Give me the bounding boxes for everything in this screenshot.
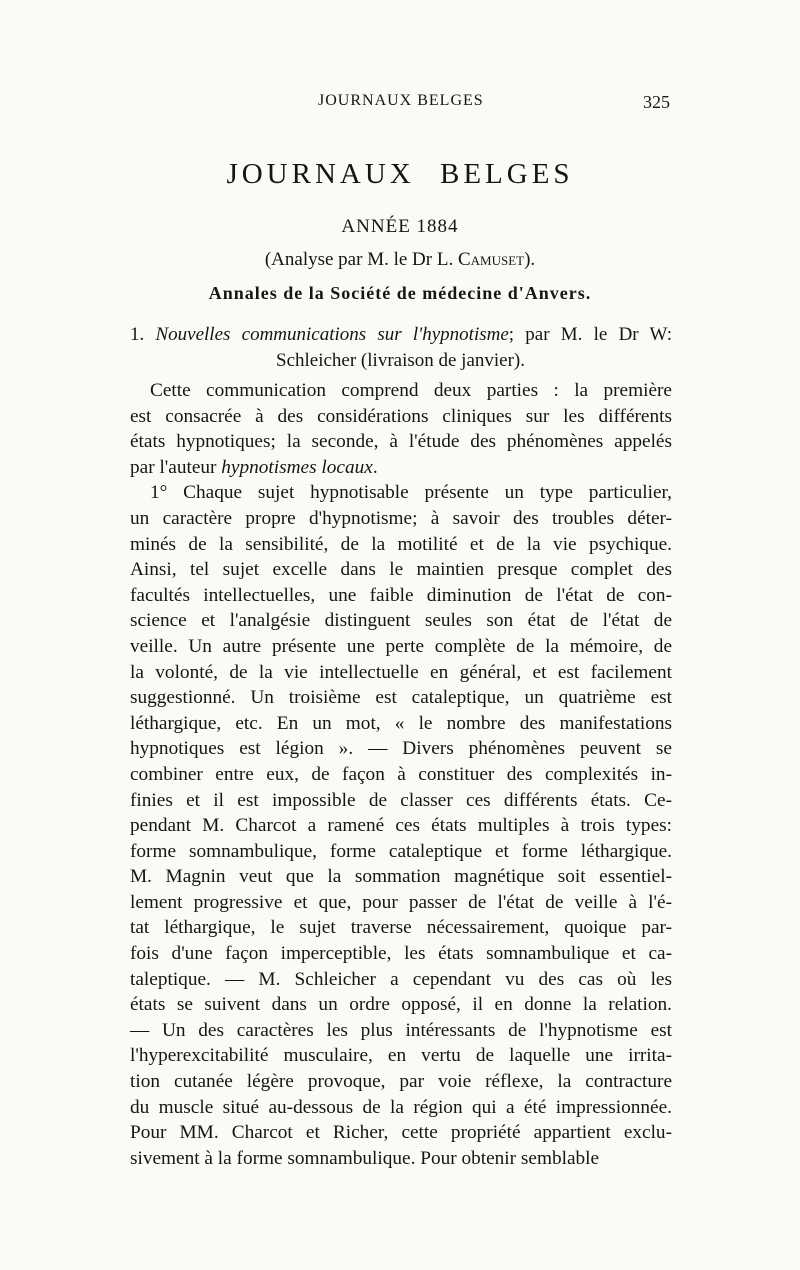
paragraph-2-line: la volonté, de la vie intellectuelle en général, et est facilement bbox=[130, 661, 672, 683]
section-title: JOURNAUX BELGES bbox=[226, 158, 574, 190]
paragraph-2-line: tion cutanée légère provoque, par voie réflexe, la contracture bbox=[130, 1071, 672, 1093]
paragraph-2-line: états se suivent dans un ordre opposé, il en donne la relation. bbox=[130, 994, 672, 1016]
running-head bbox=[130, 92, 670, 118]
paragraph-2-line: fois d'une façon imperceptible, les états somnambulique et ca- bbox=[130, 943, 672, 965]
entry-line-2: Schleicher (livraison de janvier). bbox=[276, 350, 526, 371]
paragraph-2-line: tat léthargique, le sujet traverse nécessairement, quoique par- bbox=[130, 917, 672, 939]
entry-title: Nouvelles communications sur l'hypnotisme bbox=[155, 324, 509, 345]
analysis-author: Camuset bbox=[457, 249, 525, 270]
paragraph-2-line: sivement à la forme somnambulique. Pour obtenir semblable bbox=[130, 1147, 600, 1169]
article-body bbox=[130, 378, 672, 1171]
paragraph-2-line: Ainsi, tel sujet excelle dans le maintien presque complet des bbox=[130, 559, 672, 581]
page-number: 325 bbox=[643, 92, 670, 112]
paragraph-2-line: finies et il est impossible de classer ces différents états. Ce- bbox=[130, 789, 672, 811]
entry-heading bbox=[130, 322, 672, 374]
paragraph-2-line: minés de la sensibilité, de la motilité et de la vie psychique. bbox=[130, 533, 672, 555]
paragraph-2-line: — Un des caractères les plus intéressants de l'hypnotisme est bbox=[130, 1019, 672, 1041]
paragraph-2-line: veille. Un autre présente une perte complète de la mémoire, de bbox=[130, 635, 672, 657]
italic-term: hypnotismes locaux bbox=[221, 456, 373, 478]
paragraph-1-line: états hypnotiques; la seconde, à l'étude des phénomènes appelés bbox=[130, 431, 672, 453]
year-heading: ANNÉE 1884 bbox=[341, 216, 459, 237]
analysis-credit bbox=[0, 249, 800, 271]
entry-number: 1. bbox=[130, 324, 145, 345]
paragraph-2-line: 1° Chaque sujet hypnotisable présente un type particulier, bbox=[150, 482, 672, 504]
entry-line-1 bbox=[130, 322, 672, 348]
paragraph-2-line: taleptique. — M. Schleicher a cependant vu des cas où les bbox=[130, 968, 672, 990]
paragraph-1-line: est consacrée à des considérations cliniques sur les différents bbox=[130, 405, 672, 427]
paragraph-2-line: hypnotiques est légion ». — Divers phénomènes peuvent se bbox=[130, 738, 672, 760]
paragraph-2-line: Pour MM. Charcot et Richer, cette propriété appartient exclu- bbox=[130, 1122, 672, 1144]
analysis-prefix: (Analyse par M. le Dr L. bbox=[264, 249, 458, 270]
paragraph-1-line: Cette communication comprend deux parties : la première bbox=[150, 380, 672, 401]
paragraph-2-line: l'hyperexcitabilité musculaire, en vertu de laquelle une irrita- bbox=[130, 1045, 672, 1067]
entry-after-title: ; par M. le Dr W: bbox=[508, 324, 673, 345]
paragraph-2-line: combiner entre eux, de façon à constituer des complexités in- bbox=[130, 763, 672, 785]
paragraph-2-line: suggestionné. Un troisième est cataleptique, un quatrième est bbox=[130, 687, 672, 709]
paragraph-2-line: pendant M. Charcot a ramené ces états multiples à trois types: bbox=[130, 815, 672, 837]
paragraph-2-line: science et l'analgésie distinguent seules son état de l'état de bbox=[130, 610, 672, 632]
paragraph-2-line: du muscle situé au-dessous de la région qui a été impressionnée. bbox=[130, 1096, 672, 1118]
running-head-title: JOURNAUX BELGES bbox=[318, 92, 484, 109]
paragraph-2-line: M. Magnin veut que la sommation magnétique soit essentiel- bbox=[130, 866, 672, 888]
analysis-suffix: ). bbox=[524, 249, 536, 270]
paragraph-1-line: par l'auteur hypnotismes locaux. bbox=[130, 456, 378, 478]
paragraph-2-line: forme somnambulique, forme cataleptique et forme léthargique. bbox=[130, 840, 672, 862]
paragraph-2-line: un caractère propre d'hypnotisme; à savoir des troubles déter- bbox=[130, 507, 672, 529]
paragraph-2-line: lement progressive et que, pour passer de l'état de veille à l'é- bbox=[130, 891, 672, 913]
paragraph-2-line: facultés intellectuelles, une faible diminution de l'état de con- bbox=[130, 584, 672, 606]
paragraph-2-line: léthargique, etc. En un mot, « le nombre des manifestations bbox=[130, 712, 672, 734]
journal-heading: Annales de la Société de médecine d'Anvers. bbox=[208, 283, 592, 303]
